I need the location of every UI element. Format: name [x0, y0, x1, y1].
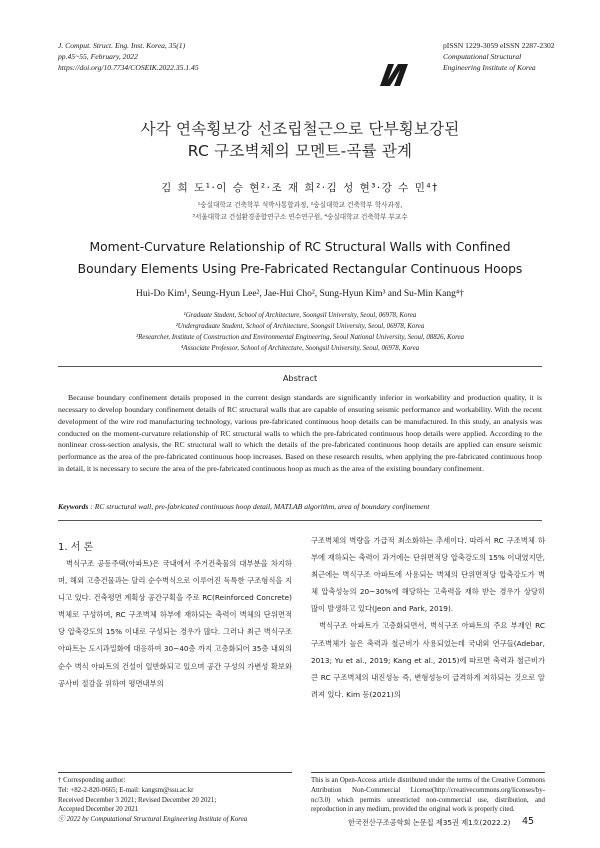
journal-header-left [58, 40, 318, 73]
page-range: pp.45~55, February, 2022 [58, 52, 138, 61]
keywords [58, 502, 542, 511]
affiliation-2: ²Undergraduate Student, School of Architecture, Soongsil University, Seoul, 06978, Korea [175, 323, 425, 330]
korean-title-line-2: RC 구조벽체의 모멘트-곡률 관계 [187, 142, 413, 160]
abstract-text: Because boundary confinement details proposed in the current design standards are significantly inferior in workability and production quality, it is necessary to develop boundary confinement details of RC structural walls that are capable of ensuring seismic performance and workability. With the recent development of the wire rod manufacturing technology, various pre-fabricated continuous hoop details can be manufactured. In this study, an analysis was conducted on the moment-curvature relationship of RC structural walls to which the pre-fabricated continuous hoop details were applied. According to the nonlinear cross-section analysis, the RC structural wall to which the details of the pre-fabricated continuous hoop details are applied can ensure seismic performance as the area of the pre-fabricated continuous hoop increases. Based on these research results, when applying the pre-fabricated continuous hoop in detail, it is necessary to secure the area of the pre-fabricated continuous hoop as much as the area of the existing boundary confinement. [58, 393, 542, 474]
keywords-text: : RC structural wall, pre-fabricated continuous hoop detail, MATLAB algorithm, area of boundary confinement [88, 502, 430, 511]
affiliation-1: ¹Graduate Student, School of Architecture, Soongsil University, Seoul, 06978, Korea [183, 312, 417, 319]
korean-authors: 김 희 도¹·이 승 현²·조 재 희²·김 성 현³·강 수 민⁴† [161, 182, 439, 194]
affiliation-3: ³Researcher, Institute of Construction and Environmental Engineering, Seoul National University, Seoul, 08826, Korea [136, 334, 464, 341]
korean-affiliation-line-1: ¹숭실대학교 건축학부 석박사통합과정, ²숭실대학교 건축학부 학사과정, [197, 201, 403, 209]
doi-link[interactable]: https://doi.org/10.7734/COSEIK.2022.35.1.45 [58, 63, 199, 72]
society-name-1: Computational Structural [443, 52, 522, 61]
corresponding-contact[interactable]: Tel: +82-2-820-0665; E-mail: kangsm@ssu.ac.kr [58, 786, 194, 794]
coseik-logo-icon [378, 60, 410, 88]
corresponding-author-label: † Corresponding author: [58, 777, 126, 784]
accepted-date: Accepted December 20 2021 [58, 806, 139, 814]
english-affiliations [30, 310, 570, 354]
korean-affiliation-line-2: ³서울대학교 건설환경종합연구소 연수연구원, ⁴숭실대학교 건축학부 부교수 [192, 213, 408, 221]
section-heading-introduction: 1. 서 론 [58, 542, 94, 553]
abstract-bottom-rule [58, 520, 542, 521]
issn: pISSN 1229-3059 eISSN 2287-2302 [443, 41, 555, 50]
society-name-2: Engineering Institute of Korea [443, 63, 536, 72]
corresponding-footnote [58, 776, 298, 825]
body-left-column: 벽식구조 공동주택(아파트)은 국내에서 주거건축물의 대부분을 차지하며, 해외 고층건물과는 달리 순수벽식으로 이루어진 독특한 구조형식을 지니고 있다. 건축평면 계획상 공간구획을 주로 RC(Reinforced Concrete) 벽체로 구성하며, RC 구조벽체 하부에 재하되는 축력이 벽체의 단위면적당 압축강도의 15% 이내로 구성되는 경우가 많다. 그러나 최근 벽식구조 아파트는 도시과밀화에 대응하여 30~40층 까지 고층화되어 35층 내외의 순수 벽식 아파트의 건설이 일반화되고 있으며 공간 구성의 가변성 확보와 공사비 절감을 위하여 평면내부의 [58, 559, 292, 688]
english-title-line-1: Moment-Curvature Relationship of RC Structural Walls with Confined [89, 240, 511, 254]
journal-header-right [443, 40, 593, 73]
english-title-line-2: Boundary Elements Using Pre-Fabricated Rectangular Continuous Hoops [77, 262, 523, 276]
received-dates: Received December 3 2021; Revised December 20 2021; [58, 796, 217, 804]
body-right-column [311, 532, 545, 703]
footnote-rule-left [58, 772, 292, 773]
abstract-heading: Abstract [282, 373, 318, 383]
body-right-paragraph-1: 구조벽체의 벽량을 가급적 최소화하는 추세이다. 따라서 RC 구조벽체 하부에 재하되는 축력이 과거에는 단위면적당 압축강도의 15% 이내였지만, 최근에는 벽식구조 아파트에 사용되는 벽체의 단위면적당 압축강도가 벽체 압축성능의 20~30%에 해당하는 고축력을 재하 받는 경우가 상당히 많이 발생하고 있다(Jeon and Park, 2019). [311, 536, 545, 614]
license-footnote: This is an Open-Access article distributed under the terms of the Creative Commons Attribution Non-Commercial License(http://creativecommons.org/licenses/by-nc/3.0) which permits unrestricted non-commercial use, distribution, and reproduction in any medium, provided the original work is properly cited. [311, 777, 545, 814]
footnote-rule-right [311, 772, 545, 773]
korean-affiliations [30, 199, 570, 223]
korean-title-line-1: 사각 연속횡보강 선조립철근으로 단부횡보강된 [140, 120, 460, 138]
keywords-label: Keywords [58, 502, 89, 511]
journal-footer: 한국전산구조공학회 논문집 제35권 제1호(2022.2) [348, 818, 511, 827]
abstract-top-rule [58, 366, 542, 367]
affiliation-4: ⁴Associate Professor, School of Architecture, Soongsil University, Seoul, 06978, Korea [180, 345, 420, 352]
journal-citation: J. Comput. Struct. Eng. Inst. Korea, 35(1) [58, 41, 186, 50]
page-number: 45 [522, 816, 535, 827]
english-authors: Hui-Do Kim¹, Seung-Hyun Lee², Jae-Hui Cho², Sung-Hyun Kim³ and Su-Min Kang⁴† [136, 289, 464, 299]
body-right-paragraph-2: 벽식구조 아파트가 고층화되면서, 벽식구조 아파트의 주요 부재인 RC 구조벽체가 높은 축력과 철근비가 사용되었는데 국내외 연구들(Adebar, 2013; Yu et al., 2019; Kang et al., 2015)에 따르면 축력과 철근비가 큰 RC 구조벽체의 내진성능 즉, 변형성능이 급격하게 저하되는 것으로 알려져 있다. Kim 등(2021)의 [311, 621, 545, 699]
english-title [20, 236, 580, 280]
korean-title [30, 118, 570, 162]
copyright-notice: ⓒ 2022 by Computational Structural Engineering Institute of Korea [58, 816, 248, 824]
